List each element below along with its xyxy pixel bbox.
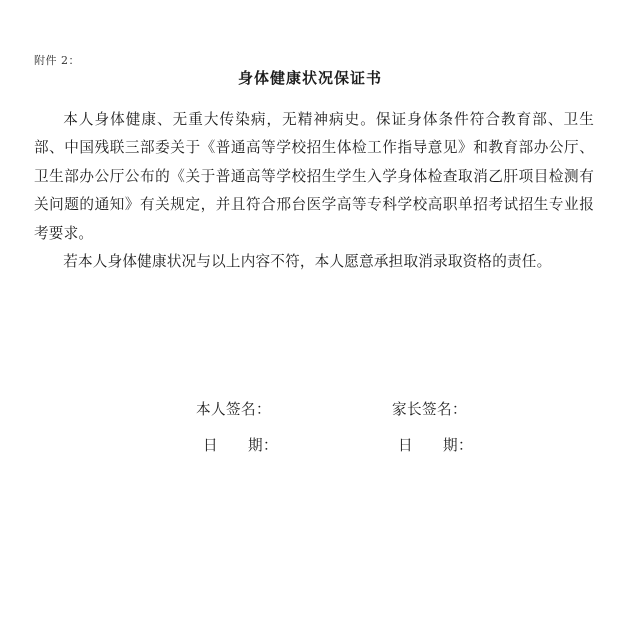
self-signature-label: 本人签名： (196, 401, 271, 418)
self-date-label-rest: 期： (248, 437, 278, 454)
body-paragraph-liability: 若本人身体健康状况与以上内容不符，本人愿意承担取消录取资格的责任。 (63, 253, 552, 271)
self-date-label (203, 434, 278, 455)
parent-date-label-rest: 期： (443, 437, 473, 454)
self-date-label-char: 日 (203, 437, 218, 454)
attachment-label: 附件 2： (34, 54, 80, 67)
body-paragraph-guarantee: 本人身体健康、无重大传染病，无精神病史。保证身体条件符合教育部、卫生部、中国残联三部委关于《普通高等学校招生体检工作指导意见》和教育部办公厅、卫生部办公厅公布的《关于普通高等学校招生学生入学身体检查取消乙肝项目检测有关问题的通知》有关规定，并且符合邢台医学高等专科学校高职单招考试招生专业报考要求。 (34, 111, 594, 242)
document-title: 身体健康状况保证书 (237, 69, 382, 87)
document-body (34, 106, 594, 276)
parent-date-label-char: 日 (398, 437, 413, 454)
parent-date-label (398, 434, 473, 455)
parent-signature-label: 家长签名： (392, 401, 467, 418)
